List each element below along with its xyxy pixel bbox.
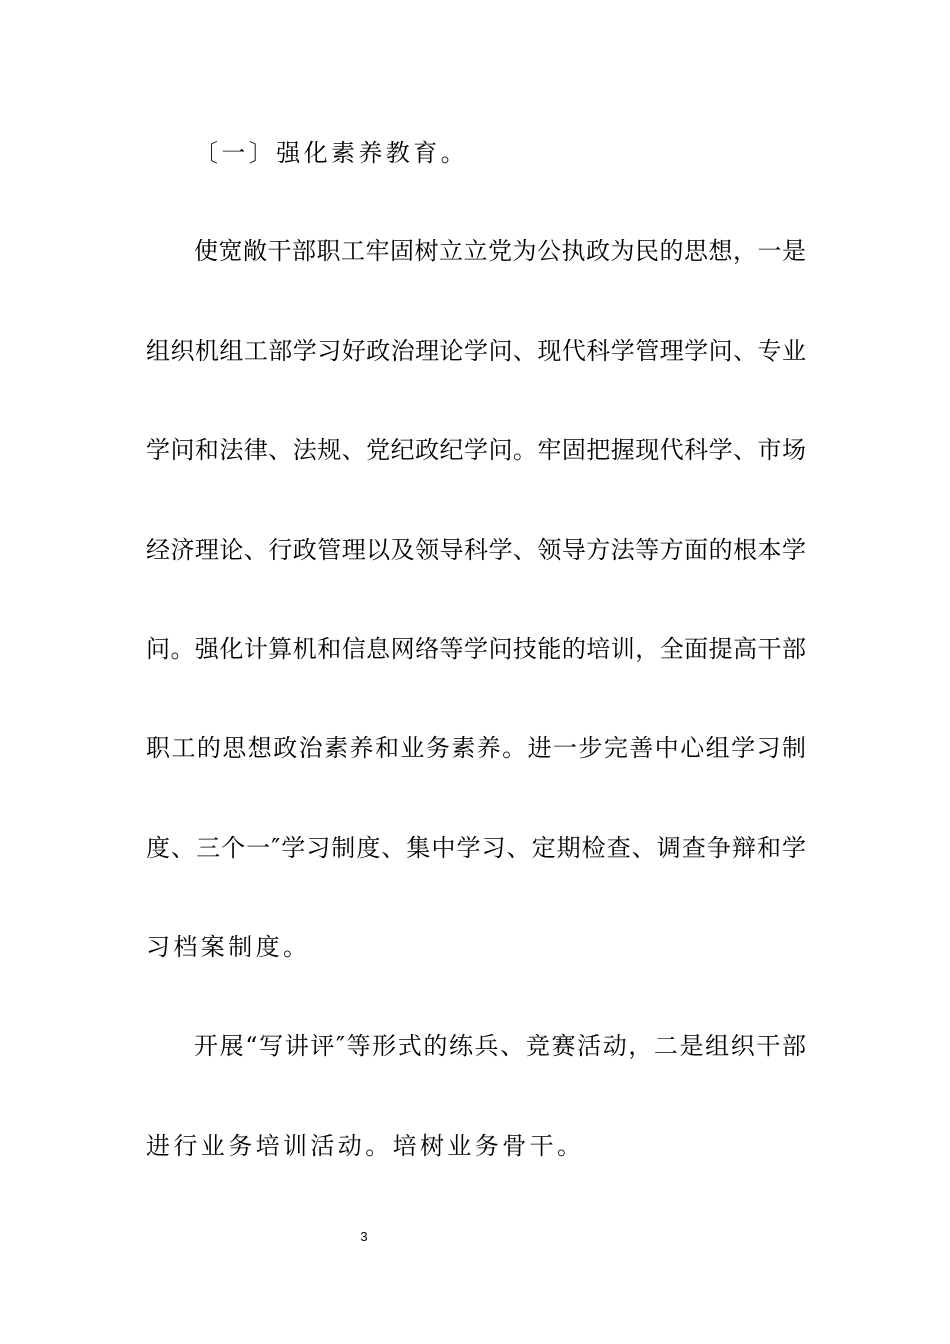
paragraph-line: 经济理论、行政管理以及领导科学、领导方法等方面的根本学 [146,536,806,564]
paragraph-line: 问。强化计算机和信息网络等学问技能的培训，全面提高干部 [146,635,806,663]
paragraph-line: 进行业务培训活动。培树业务骨干。 [146,1132,585,1160]
section-heading: 〔一〕强化素养教育。 [194,139,468,167]
paragraph-line: 组织机组工部学习好政治理论学问、现代科学管理学问、专业 [146,337,806,365]
paragraph-line: 习档案制度。 [146,933,311,961]
paragraph-line: 开展“写讲评″等形式的练兵、竞赛活动，二是组织干部 [194,1032,806,1060]
paragraph-line: 职工的思想政治素养和业务素养。进一步完善中心组学习制 [146,734,806,762]
paragraph-line: 度、三个一″学习制度、集中学习、定期检查、调查争辩和学 [146,834,806,862]
paragraph-line: 使宽敞干部职工牢固树立立党为公执政为民的思想，一是 [194,237,806,265]
paragraph-line: 学问和法律、法规、党纪政纪学问。牢固把握现代科学、市场 [146,436,806,464]
page-number: 3 [360,1229,368,1244]
